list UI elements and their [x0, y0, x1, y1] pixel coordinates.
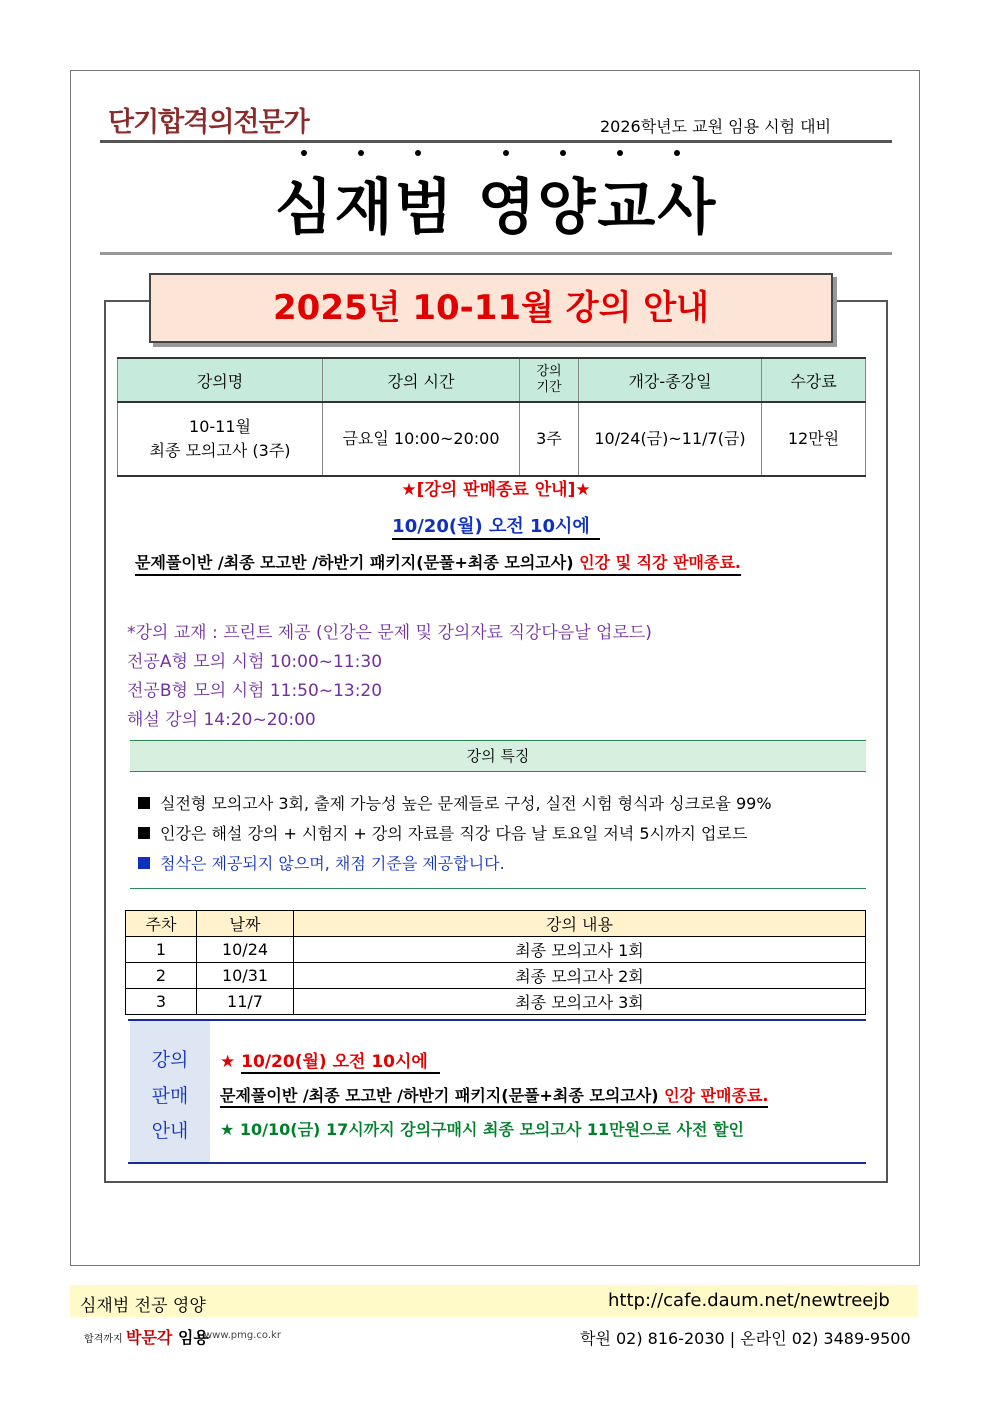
emphasis-dot: [674, 150, 680, 156]
col-header-content: 강의 내용: [294, 911, 866, 937]
bullet-square-icon: [138, 797, 150, 809]
feature-item: 실전형 모의고사 3회, 출제 가능성 높은 문제들로 구성, 실전 시험 형식과 싱크로율 99%: [138, 791, 772, 814]
lecture-info-table: [117, 357, 866, 477]
pmg-logo: 박문각 임용: [126, 1328, 209, 1347]
emphasis-dot: [503, 150, 509, 156]
cafe-link[interactable]: http://cafe.daum.net/newtreejb: [608, 1290, 890, 1311]
sale-box-bottom-border: [128, 1162, 866, 1164]
exam-a-time: 전공A형 모의 시험 10:00~11:30: [127, 652, 383, 672]
bullet-square-icon: [138, 857, 150, 869]
sale-end-date: ★ 10/20(월) 오전 10시에: [220, 1047, 440, 1072]
exam-label: 2026학년도 교원 임용 시험 대비: [600, 117, 832, 136]
pmg-url: www.pmg.co.kr: [204, 1330, 281, 1341]
emphasis-dot: [301, 150, 307, 156]
header-divider: [100, 140, 892, 143]
col-header-date: 날짜: [197, 911, 294, 937]
feature-item: 첨삭은 제공되지 않으며, 채점 기준을 제공합니다.: [138, 851, 505, 874]
pmg-tagline: 합격까지: [84, 1334, 123, 1345]
lecture-banner: 2025년 10-11월 강의 안내: [149, 273, 833, 343]
table-row: 2 10/31 최종 모의고사 2회: [126, 963, 866, 989]
table-row: 3 11/7 최종 모의고사 3회: [126, 989, 866, 1015]
page-title: 심재범 영양교사: [274, 173, 718, 243]
col-header-fee: 수강료: [762, 358, 866, 402]
schedule-table: [125, 910, 866, 1015]
exam-b-time: 전공B형 모의 시험 11:50~13:20: [127, 681, 383, 701]
emphasis-dot: [358, 150, 364, 156]
bullet-square-icon: [138, 827, 150, 839]
materials-note: *강의 교재 : 프린트 제공 (인강은 문제 및 강의자료 직강다음날 업로드): [127, 623, 652, 643]
cell-lecture-fee: 12만원: [762, 402, 866, 476]
sale-end-products: 문제풀이반 /최종 모고반 /하반기 패키지(문풀+최종 모의고사) 인강 판매종료.: [220, 1083, 768, 1108]
emphasis-dot: [415, 150, 421, 156]
sales-end-products: 문제풀이반 /최종 모고반 /하반기 패키지(문풀+최종 모의고사) 인강 및 직강 판매종료.: [135, 550, 741, 576]
col-header-period: 강의 기간: [520, 358, 579, 402]
col-header-week: 주차: [126, 911, 197, 937]
emphasis-dot: [617, 150, 623, 156]
cell-lecture-time: 금요일 10:00~20:00: [323, 402, 520, 476]
emphasis-dot: [560, 150, 566, 156]
features-heading: 강의 특징: [130, 740, 866, 772]
sale-label-line: 안내: [151, 1120, 189, 1142]
sale-label-line: 판매: [151, 1085, 189, 1107]
early-discount-note: ★ 10/10(금) 17시까지 강의구매시 최종 모의고사 11만원으로 사전 할인: [220, 1120, 744, 1139]
col-header-dates: 개강-종강일: [579, 358, 762, 402]
brand-logo-text: 단기합격의전문가: [108, 107, 309, 138]
star-icon: ★: [220, 1052, 236, 1072]
cell-lecture-name: 10-11월 최종 모의고사 (3주): [118, 402, 323, 476]
features-divider: [130, 888, 866, 889]
title-divider: [100, 252, 892, 255]
col-header-name: 강의명: [118, 358, 323, 402]
sales-end-date: 10/20(월) 오전 10시에: [0, 512, 992, 538]
sale-box-top-border: [128, 1019, 866, 1021]
col-header-time: 강의 시간: [323, 358, 520, 402]
feature-item: 인강은 해설 강의 + 시험지 + 강의 자료를 직강 다음 날 토요일 저녁 5시까지 업로드: [138, 821, 747, 844]
table-row: 1 10/24 최종 모의고사 1회: [126, 937, 866, 963]
cell-lecture-dates: 10/24(금)~11/7(금): [579, 402, 762, 476]
cell-lecture-period: 3주: [520, 402, 579, 476]
sales-end-title: ★[강의 판매종료 안내]★: [401, 480, 591, 500]
sale-label-line: 강의: [151, 1049, 189, 1071]
footer-name: 심재범 전공 영양: [80, 1296, 206, 1316]
contact-phone: 학원 02) 816-2030 | 온라인 02) 3489-9500: [580, 1329, 911, 1348]
commentary-time: 해설 강의 14:20~20:00: [127, 710, 316, 730]
